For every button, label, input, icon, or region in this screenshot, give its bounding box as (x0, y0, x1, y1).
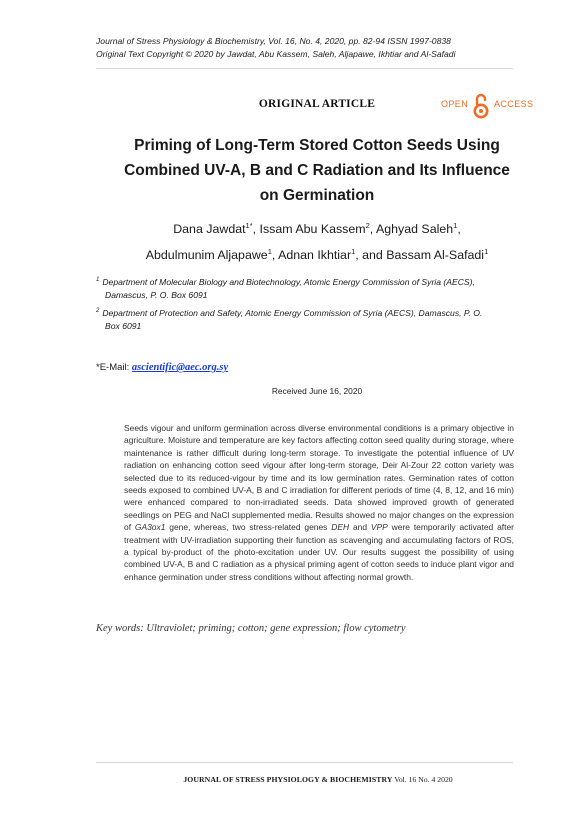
affiliation-text: Damascus, P. O. Box 6091 (105, 290, 208, 300)
footer-volume: Vol. 16 No. 4 2020 (392, 775, 453, 784)
author-name: Bassam Al-Safadi (386, 248, 485, 262)
affiliation-text: Box 6091 (105, 321, 142, 331)
received-date: Received June 16, 2020 (271, 386, 363, 396)
author-line-2: Abdulmunim Aljapawe$^1$, Adnan Ikhtiar$^1$, and Bassam Al-Safadi$^1$ (145, 246, 489, 262)
affiliation-2 (96, 307, 541, 333)
title-line: Priming of Long-Term Stored Cotton Seeds Using (134, 137, 500, 154)
page-footer (96, 775, 540, 784)
affiliation-number: 2 (96, 308, 100, 315)
affiliation-number: 1 (96, 277, 100, 284)
corresponding-email (96, 362, 228, 373)
author-name: Abdulmunim Aljapawe (145, 248, 268, 262)
author-affiliation-mark: 1* (245, 220, 253, 230)
title-line: Combined UV-A, B and C Radiation and Its Influence (124, 162, 510, 179)
journal-citation-header: Journal of Stress Physiology & Biochemistry, Vol. 16, No. 4, 2020, pp. 82-94 ISSN 1997-0838 (96, 36, 451, 46)
author-line-1: Dana Jawdat$^{1*}$, Issam Abu Kassem$^2$, Aghyad Saleh$^1$, (173, 220, 461, 236)
author-name: Dana Jawdat (173, 222, 246, 236)
gene-name: DEH (331, 522, 350, 533)
open-access-word-open: OPEN (441, 99, 469, 109)
author-name: Adnan Ikhtiar (278, 248, 352, 262)
gene-name: GA3ox1 (134, 522, 166, 533)
abstract-paragraph: Seeds vigour and uniform germination across diverse environmental conditions is a primary objective in agriculture. Moisture and temperature are key factors affecting cotton seed quality during storage, where maintenance is rather difficult during long-term storage. To investigate the potential influence of UV radiation on enhancing cotton seed vigour after long-term storage, Deir Al-Zour 22 cotton variety was selected due to its reduced-vigour by time and its low germination rates. Germination rates of cotton seeds exposed to combined UV-A, B and C irradiation for different periods of time (4, 8, 12, and 16 min) were enhanced compared to non-irradiated seeds. Data showed improved growth of generated seedlings on PEG and NaCl supplemented media. Results showed no major changes on the expression of GA3ox1 gene, whereas, two stress-related genes DEH and VPP were temporarily activated after treatment with UV-irradiation supporting their function as scavenging and accumulating factors of ROS, a typical by-product of the photo-excitation under UV. Our results suggest the possibility of using combined UV-A, B and C radiation as a physical priming agent of cotton seeds to induce plant vigor and enhance germination under stress conditions without affecting normal growth. (124, 423, 514, 582)
footer-journal: JOURNAL OF STRESS PHYSIOLOGY & BIOCHEMISTRY (183, 775, 393, 784)
affiliation-text: Department of Protection and Safety, Atomic Energy Commission of Syria (AECS), Damascus, P. O. (102, 308, 483, 318)
header-divider (96, 68, 513, 69)
affiliation-text: Department of Molecular Biology and Biotechnology, Atomic Energy Commission of Syria (AECS), (102, 277, 475, 287)
article-title (96, 133, 538, 208)
copyright-header: Original Text Copyright © 2020 by Jawdat, Abu Kassem, Saleh, Aljapawe, Ikhtiar and Al-Safadi (96, 49, 456, 59)
open-access-word-access: ACCESS (494, 99, 534, 109)
email-link[interactable]: ascientific@aec.org.sy (131, 362, 229, 373)
author-affiliation-mark: 2 (365, 220, 370, 230)
open-access-logo (441, 92, 534, 120)
article-type: ORIGINAL ARTICLE (258, 98, 376, 110)
author-name: Aghyad Saleh (375, 222, 454, 236)
author-affiliation-mark: 1 (484, 246, 489, 256)
email-label: *E-Mail: (96, 362, 132, 373)
author-affiliation-mark: 1 (267, 246, 272, 256)
gene-name: VPP (370, 522, 388, 533)
title-line: on Germination (259, 187, 375, 204)
author-name: Issam Abu Kassem (259, 222, 366, 236)
author-affiliation-mark: 1 (351, 246, 356, 256)
keywords: Key words: Ultraviolet; priming; cotton; gene expression; flow cytometry (96, 623, 406, 634)
author-affiliation-mark: 1 (453, 220, 458, 230)
affiliation-1 (96, 276, 541, 302)
footer-divider (96, 762, 513, 763)
open-lock-icon (472, 92, 490, 120)
